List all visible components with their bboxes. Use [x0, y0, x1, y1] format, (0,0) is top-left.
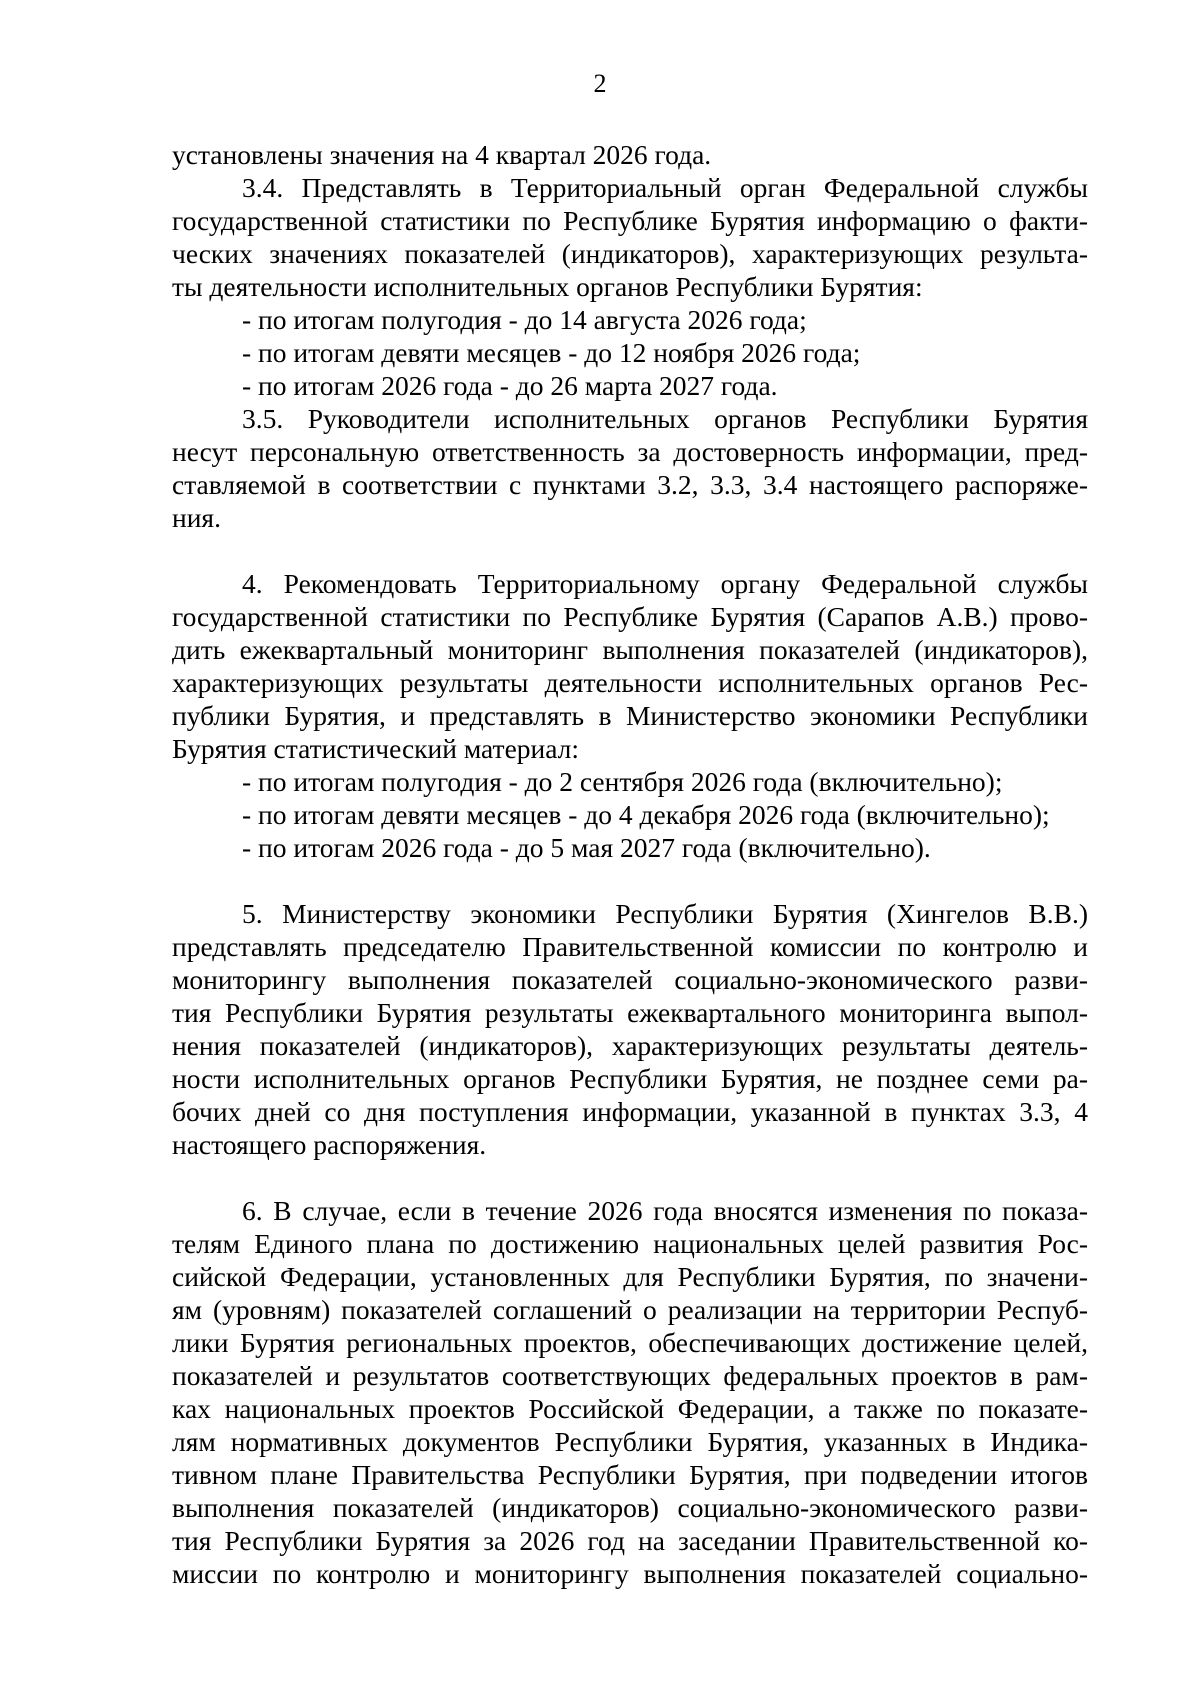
text-line: - по итогам 2026 года - до 5 мая 2027 года (включительно).	[242, 832, 931, 863]
paragraph-gap	[172, 864, 1088, 897]
text-line: тия Республики Бурятия результаты ежеквартального мониторинга выпол-	[172, 997, 1088, 1028]
text-line: ты деятельности исполнительных органов Республики Бурятия:	[172, 271, 923, 302]
text-line: - по итогам полугодия - до 2 сентября 2026 года (включительно);	[242, 766, 1003, 797]
text-line: сийской Федерации, установленных для Республики Бурятия, по значени-	[172, 1261, 1088, 1292]
text-line: Бурятия статистический материал:	[172, 733, 580, 764]
text-line: - по итогам девяти месяцев - до 4 декабря 2026 года (включительно);	[242, 799, 1050, 830]
text-line: ческих значениях показателей (индикаторов), характеризующих результа-	[172, 238, 1088, 269]
text-line: настоящего распоряжения.	[172, 1129, 487, 1160]
text-line: телям Единого плана по достижению национальных целей развития Рос-	[172, 1228, 1088, 1259]
paragraph-gap	[172, 534, 1088, 567]
text-line: 3.4. Представлять в Территориальный орган Федеральной службы	[242, 172, 1088, 203]
text-line: лям нормативных документов Республики Бурятия, указанных в Индика-	[172, 1426, 1088, 1457]
text-line: выполнения показателей (индикаторов) социально-экономического разви-	[172, 1492, 1088, 1523]
text-line: несут персональную ответственность за достоверность информации, пред-	[172, 436, 1088, 467]
text-line: государственной статистики по Республике Бурятия (Сарапов А.В.) прово-	[172, 601, 1088, 632]
text-line: ния.	[172, 502, 221, 533]
text-line: нения показателей (индикаторов), характеризующих результаты деятель-	[172, 1030, 1088, 1061]
text-line: - по итогам девяти месяцев - до 12 ноября 2026 года;	[242, 337, 861, 368]
text-line: показателей и результатов соответствующих федеральных проектов в рам-	[172, 1360, 1088, 1391]
text-line: тия Республики Бурятия за 2026 год на заседании Правительственной ко-	[172, 1525, 1088, 1556]
text-line: ности исполнительных органов Республики Бурятия, не позднее семи ра-	[172, 1063, 1088, 1094]
paragraph-gap	[172, 1161, 1088, 1194]
text-line: 3.5. Руководители исполнительных органов Республики Бурятия	[242, 403, 1088, 434]
text-line: установлены значения на 4 квартал 2026 года.	[172, 139, 712, 170]
page-number: 2	[593, 69, 607, 98]
text-line: 4. Рекомендовать Территориальному органу Федеральной службы	[242, 568, 1088, 599]
text-line: представлять председателю Правительственной комиссии по контролю и	[172, 931, 1088, 962]
text-line: дить ежеквартальный мониторинг выполнения показателей (индикаторов),	[172, 634, 1088, 665]
text-line: ставляемой в соответствии с пунктами 3.2, 3.3, 3.4 настоящего распоряже-	[172, 469, 1088, 500]
text-line: характеризующих результаты деятельности исполнительных органов Рес-	[172, 667, 1088, 698]
document-body	[172, 138, 1088, 1590]
text-line: государственной статистики по Республике Бурятия информацию о факти-	[172, 205, 1088, 236]
text-line: - по итогам полугодия - до 14 августа 2026 года;	[242, 304, 807, 335]
text-line: тивном плане Правительства Республики Бурятия, при подведении итогов	[172, 1459, 1088, 1490]
text-line: бочих дней со дня поступления информации, указанной в пунктах 3.3, 4	[172, 1096, 1088, 1127]
text-line: лики Бурятия региональных проектов, обеспечивающих достижение целей,	[172, 1327, 1088, 1358]
text-line: публики Бурятия, и представлять в Министерство экономики Республики	[172, 700, 1088, 731]
text-line: 5. Министерству экономики Республики Бурятия (Хингелов В.В.)	[242, 898, 1088, 929]
text-line: 6. В случае, если в течение 2026 года вносятся изменения по показа-	[242, 1195, 1088, 1226]
text-line: миссии по контролю и мониторингу выполнения показателей социально-	[172, 1558, 1088, 1589]
text-line: мониторингу выполнения показателей социально-экономического разви-	[172, 964, 1088, 995]
text-line: - по итогам 2026 года - до 26 марта 2027 года.	[242, 370, 778, 401]
text-line: ках национальных проектов Российской Федерации, а также по показате-	[172, 1393, 1088, 1424]
text-line: ям (уровням) показателей соглашений о реализации на территории Респуб-	[172, 1294, 1088, 1325]
